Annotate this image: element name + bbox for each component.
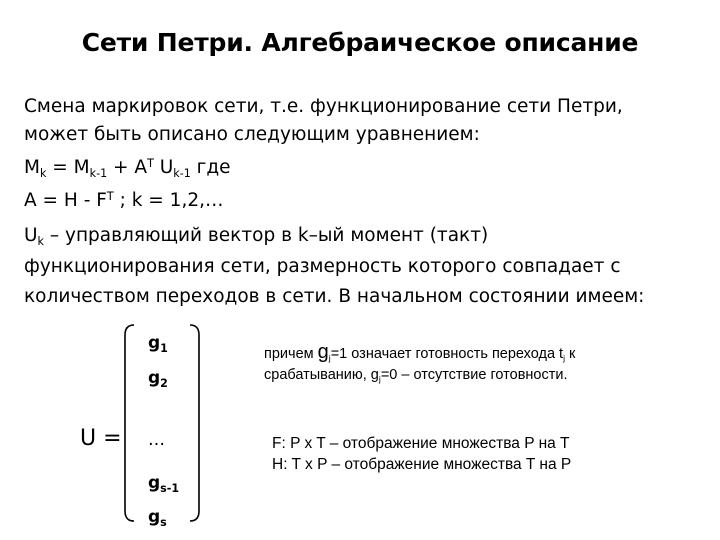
eq2-tail: ; k = 1,2,… xyxy=(113,190,224,211)
eq2-f-sup: T xyxy=(106,189,114,203)
eq-m-sub: k xyxy=(39,166,47,180)
paragraph-line-6: функционирования сети, размерность которого совпадает с xyxy=(24,256,621,277)
equation-markings xyxy=(24,156,231,180)
eq2-lhs: A = H - F xyxy=(24,190,107,211)
paragraph-line-7: количеством переходов в сети. В начальном состоянии имеем: xyxy=(24,286,645,307)
right-bracket xyxy=(188,323,202,523)
vector-item: $g_{s-1}$ xyxy=(148,473,180,495)
control-vector-line xyxy=(24,224,488,248)
eq-where: где xyxy=(190,157,231,178)
vector-item: $g_s$ xyxy=(148,507,167,529)
paragraph-line-2: может быть описано следующим уравнением: xyxy=(24,124,480,145)
uk-u: U xyxy=(24,225,38,246)
readiness-note-line-1: причем $g_j=1$ означает готовность перехода $t_j$ к xyxy=(264,341,576,364)
readiness-note-line-2: срабатыванию, $g_j=0$ – отсутствие готовности. xyxy=(264,367,568,385)
vector-item: $g_2$ xyxy=(148,368,168,390)
mapping-f-line: F: P x T – отображение множества P на T xyxy=(272,435,570,452)
uk-sub: k xyxy=(37,234,44,248)
equation-incidence xyxy=(24,189,223,213)
vector-item: $g_1$ xyxy=(148,333,168,355)
vector-item: … xyxy=(148,430,165,450)
eq-m: M xyxy=(24,157,40,178)
left-bracket xyxy=(122,323,136,523)
vector-label: U = xyxy=(80,426,122,451)
slide-title: Сети Петри. Алгебраическое описание xyxy=(81,28,639,57)
eq-m2-sub: k-1 xyxy=(89,166,108,180)
uk-text: – управляющий вектор в k–ый момент (такт) xyxy=(43,225,489,246)
eq-plus-a: + A xyxy=(107,157,148,178)
eq-equals: = M xyxy=(46,157,90,178)
eq-a-sup: T xyxy=(147,156,154,170)
paragraph-line-1: Смена маркировок сети, т.е. функционирование сети Петри, xyxy=(24,96,623,117)
mapping-h-line: H: T x P – отображение множества T на P xyxy=(272,456,572,473)
eq-u-sub: k-1 xyxy=(173,166,191,180)
eq-u: U xyxy=(153,157,174,178)
